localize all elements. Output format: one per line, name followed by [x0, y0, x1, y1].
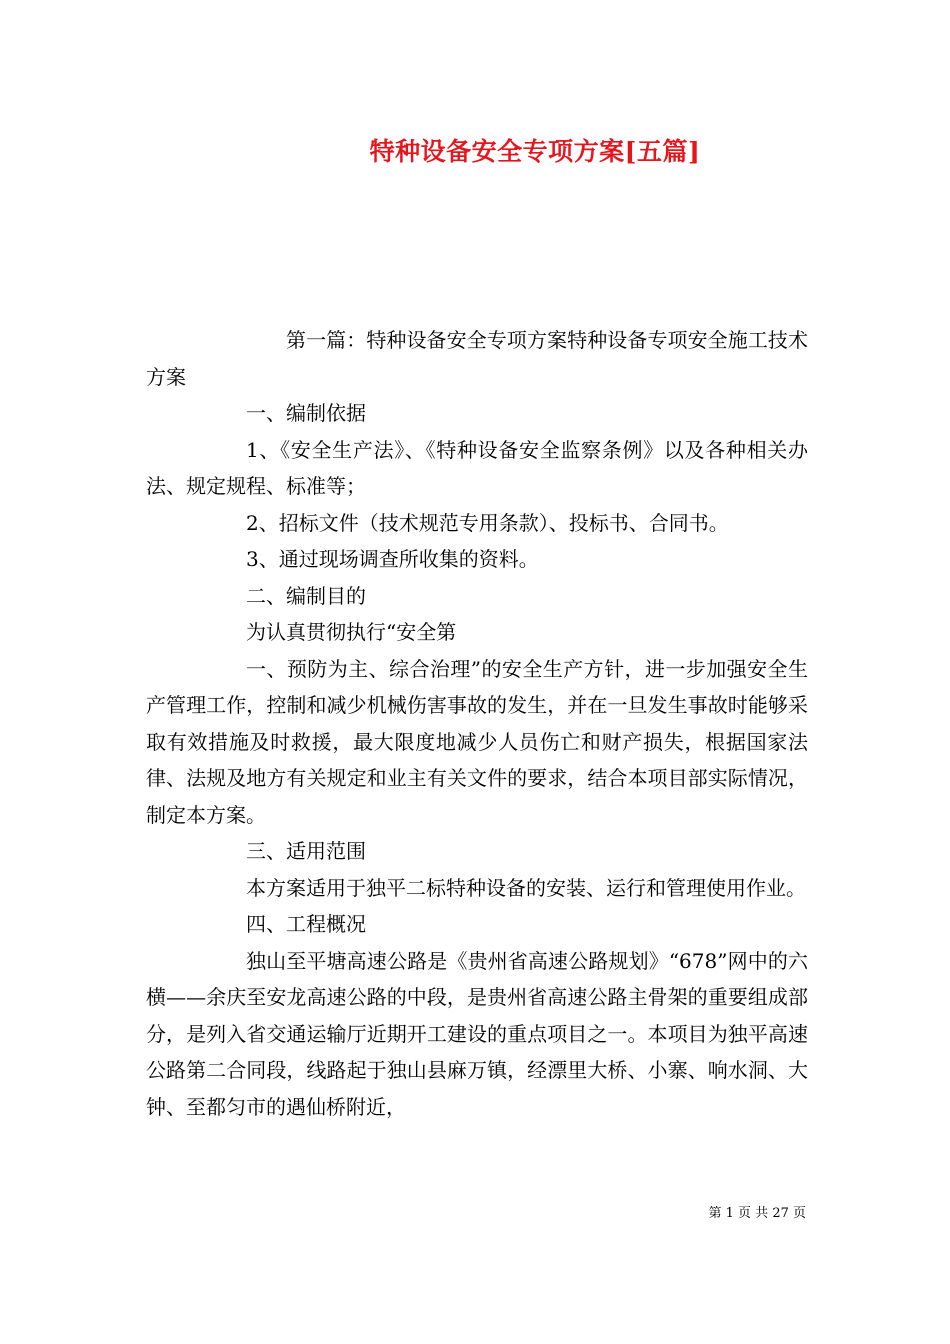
paragraph: 一、预防为主、综合治理”的安全生产方针，进一步加强安全生产管理工作，控制和减少机械伤害事故的发生，并在一旦发生事故时能够采取有效措施及时救援，最大限度地减少人员伤亡和财产损失，根据国家法律、法规及地方有关规定和业主有关文件的要求，结合本项目部实际情况，制定本方案。 — [146, 656, 808, 827]
section-heading: 四、工程概况 — [246, 912, 366, 936]
section-heading: 二、编制目的 — [246, 583, 366, 608]
paragraph: 独山至平塘高速公路是《贵州省高速公路规划》“678”网中的六横——余庆至安龙高速公路的中段，是贵州省高速公路主骨架的重要组成部分，是列入省交通运输厅近期开工建设的重点项目之一。本项目为独平高速公路第二合同段，线路起于独山县麻万镇，经漂里大桥、小寨、响水洞、大钟、至都匀市的遇仙桥附近， — [146, 948, 808, 1119]
paragraph: 3、通过现场调查所收集的资料。 — [246, 547, 539, 571]
paragraph: 2、招标文件（技术规范专用条款）、投标书、合同书。 — [246, 510, 729, 535]
section-heading: 一、编制依据 — [246, 401, 366, 425]
page-number: 第 1 页 共 27 页 — [708, 1206, 806, 1221]
section-heading: 三、适用范围 — [246, 839, 366, 863]
document-body — [146, 322, 808, 1125]
paragraph: 为认真贯彻执行“安全第 — [246, 620, 457, 644]
paragraph: 1、《安全生产法》、《特种设备安全监察条例》以及各种相关办法、规定规程、标准等； — [146, 437, 808, 498]
document-title: 特种设备安全专项方案[五篇] — [369, 137, 701, 166]
paragraph: 本方案适用于独平二标特种设备的安装、运行和管理使用作业。 — [246, 875, 806, 900]
paragraph: 第一篇：特种设备安全专项方案特种设备专项安全施工技术方案 — [146, 328, 808, 389]
